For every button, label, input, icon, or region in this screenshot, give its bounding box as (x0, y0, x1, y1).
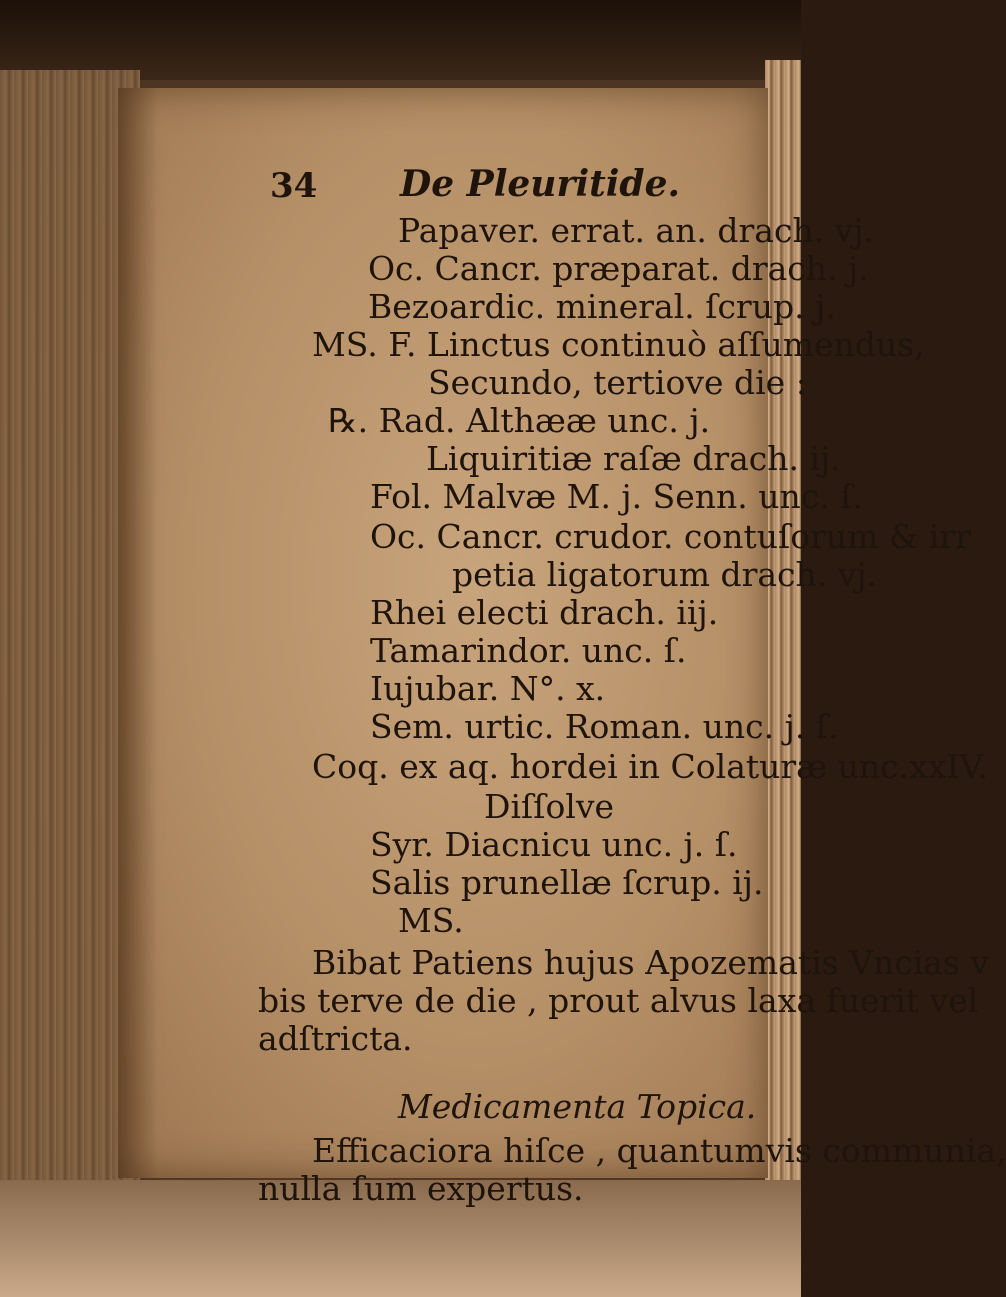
text-line-25: nulla ſum expertus. (258, 1169, 584, 1208)
text-line-17: Syr. Diacnicu unc. j. ſ. (370, 825, 738, 864)
text-line-7: Liquiritiæ raſæ drach. ij. (426, 439, 841, 478)
section-heading: Medicamenta Topica. (398, 1087, 757, 1126)
top-shadow (0, 0, 801, 80)
text-line-16: Diſſolve (484, 787, 615, 826)
text-line-9: Oc. Cancr. crudor. contuſorum & irr (370, 517, 971, 556)
text-line-12: Tamarindor. unc. ſ. (370, 631, 687, 670)
text-line-13: Iujubar. N°. x. (370, 669, 606, 708)
running-head: De Pleuritide. (400, 163, 681, 205)
text-line-5: Secundo, tertiove die : (428, 363, 807, 402)
text-line-22: adſtricta. (258, 1019, 413, 1058)
text-line-4: MS. F. Linctus continuò aſſumendus, (312, 325, 925, 364)
text-line-20: Bibat Patiens hujus Apozematis Vncias v (312, 943, 989, 982)
text-line-2: Oc. Cancr. præparat. drach. j. (368, 249, 869, 288)
page-number: 34 (270, 166, 318, 206)
text-line-18: Salis prunellæ ſcrup. ij. (370, 863, 764, 902)
text-line-14: Sem. urtic. Roman. unc. j. ſ. (370, 707, 839, 746)
text-line-15: Coq. ex aq. hordei in Colaturæ unc.xxIV. (312, 747, 988, 786)
text-line-6: ℞. Rad. Althææ unc. j. (328, 401, 711, 440)
text-line-8: Fol. Malvæ M. j. Senn. unc. ſ. (370, 477, 863, 516)
text-line-11: Rhei electi drach. iij. (370, 593, 719, 632)
text-line-19: MS. (398, 901, 464, 940)
text-line-10: petia ligatorum drach. vj. (452, 555, 878, 594)
text-line-21: bis terve de die , prout alvus laxa fuerit vel (258, 981, 979, 1020)
text-line-1: Papaver. errat. an. drach. vj. (398, 211, 875, 250)
text-line-3: Bezoardic. mineral. ſcrup. j. (368, 287, 836, 326)
text-line-24: Efficaciora hiſce , quantumvis communia, (312, 1131, 1006, 1170)
